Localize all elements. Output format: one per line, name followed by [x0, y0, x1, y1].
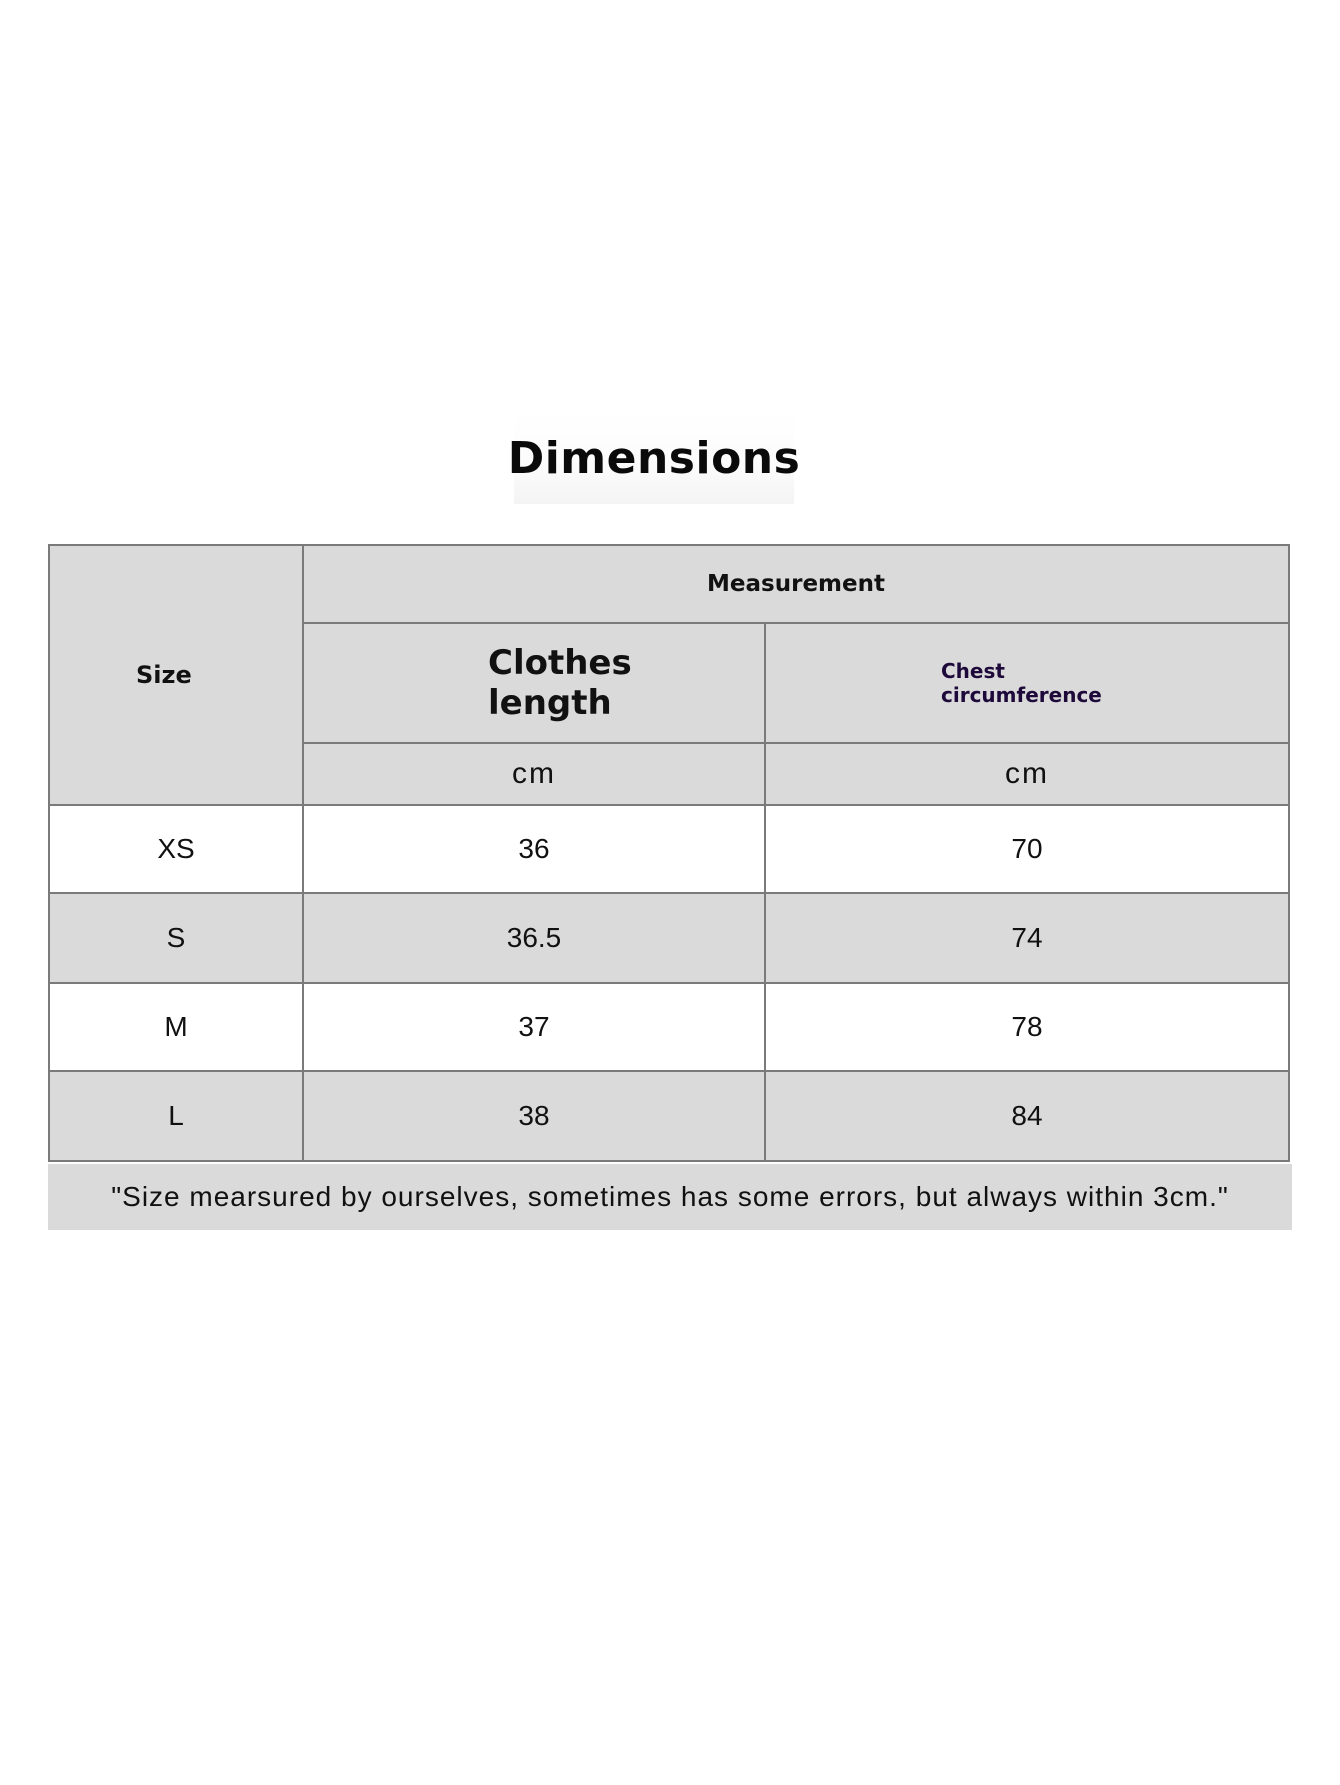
length-cell: 38 [303, 1071, 765, 1161]
clothes-length-header [303, 623, 765, 743]
length-cell: 36 [303, 805, 765, 893]
page-title: Dimensions [514, 412, 794, 504]
chest-label-line2: circumference [941, 683, 1102, 707]
chest-label-line1: Chest [941, 659, 1005, 683]
measurement-header-label: Measurement [707, 571, 885, 597]
chest-circumference-header [765, 623, 1289, 743]
size-column-header [49, 545, 303, 805]
size-cell: M [49, 983, 303, 1071]
measurement-group-header [303, 545, 1289, 623]
size-cell: XS [49, 805, 303, 893]
size-header-label: Size [136, 661, 192, 689]
size-chart-table [48, 544, 1290, 1162]
chest-unit: cm [765, 743, 1289, 805]
table-row [49, 1071, 1289, 1161]
clothes-length-label-line2: length [488, 683, 612, 723]
table-row [49, 805, 1289, 893]
chest-cell: 78 [765, 983, 1289, 1071]
length-cell: 36.5 [303, 893, 765, 983]
size-cell: S [49, 893, 303, 983]
size-disclaimer-note: "Size mearsured by ourselves, sometimes has some errors, but always within 3cm." [48, 1164, 1292, 1230]
table-row [49, 893, 1289, 983]
length-cell: 37 [303, 983, 765, 1071]
size-cell: L [49, 1071, 303, 1161]
chest-cell: 70 [765, 805, 1289, 893]
table-row [49, 983, 1289, 1071]
clothes-length-label-line1: Clothes [488, 643, 632, 683]
chest-cell: 74 [765, 893, 1289, 983]
length-unit: cm [303, 743, 765, 805]
chest-cell: 84 [765, 1071, 1289, 1161]
